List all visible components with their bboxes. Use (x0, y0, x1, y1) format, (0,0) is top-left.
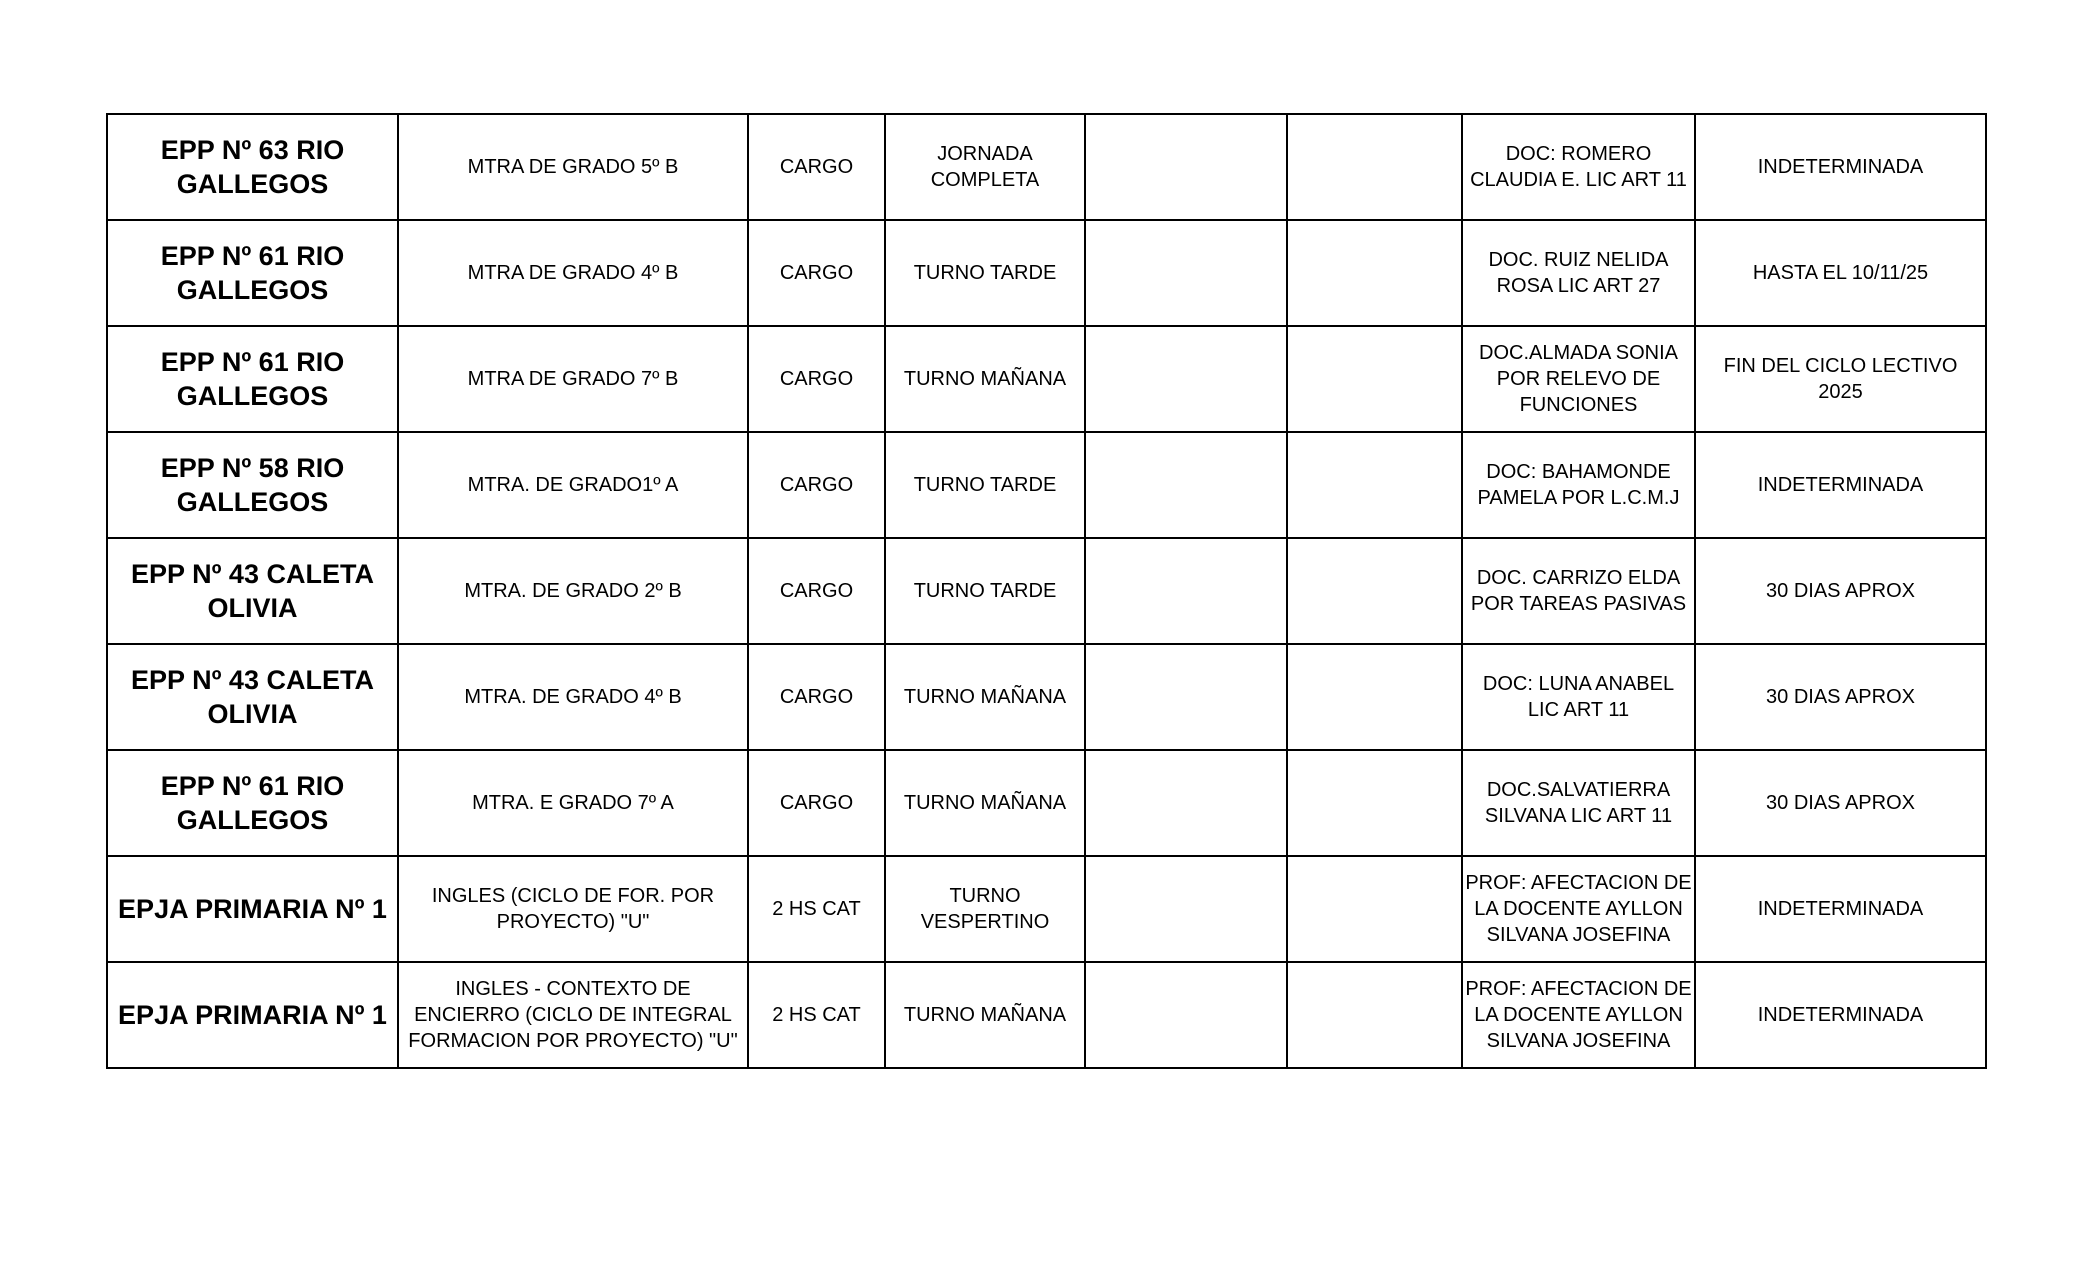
duration-cell: INDETERMINADA (1695, 114, 1986, 220)
empty-cell (1085, 220, 1287, 326)
table-row (107, 538, 1986, 644)
empty-cell (1085, 750, 1287, 856)
empty-cell (1287, 326, 1462, 432)
empty-cell (1085, 326, 1287, 432)
empty-cell (1085, 114, 1287, 220)
replacement-cell: DOC. RUIZ NELIDA ROSA LIC ART 27 (1462, 220, 1695, 326)
empty-cell (1085, 538, 1287, 644)
type-cell: 2 HS CAT (748, 856, 885, 962)
position-cell: MTRA DE GRADO 5º B (398, 114, 748, 220)
type-cell: CARGO (748, 432, 885, 538)
type-cell: CARGO (748, 538, 885, 644)
table-row (107, 326, 1986, 432)
shift-cell: TURNO TARDE (885, 220, 1085, 326)
table-body (107, 114, 1986, 1068)
replacement-cell: DOC: BAHAMONDE PAMELA POR L.C.M.J (1462, 432, 1695, 538)
empty-cell (1287, 962, 1462, 1068)
replacement-cell: DOC.SALVATIERRA SILVANA LIC ART 11 (1462, 750, 1695, 856)
replacement-cell: PROF: AFECTACION DE LA DOCENTE AYLLON SILVANA JOSEFINA (1462, 856, 1695, 962)
duration-cell: INDETERMINADA (1695, 856, 1986, 962)
school-cell: EPP Nº 61 RIO GALLEGOS (107, 326, 398, 432)
shift-cell: JORNADA COMPLETA (885, 114, 1085, 220)
school-cell: EPP Nº 61 RIO GALLEGOS (107, 220, 398, 326)
table-row (107, 962, 1986, 1068)
school-cell: EPP Nº 63 RIO GALLEGOS (107, 114, 398, 220)
shift-cell: TURNO MAÑANA (885, 750, 1085, 856)
empty-cell (1085, 962, 1287, 1068)
position-cell: INGLES (CICLO DE FOR. POR PROYECTO) "U" (398, 856, 748, 962)
duration-cell: 30 DIAS APROX (1695, 538, 1986, 644)
table-row (107, 432, 1986, 538)
empty-cell (1287, 538, 1462, 644)
position-cell: MTRA DE GRADO 4º B (398, 220, 748, 326)
table-row (107, 220, 1986, 326)
table-row (107, 644, 1986, 750)
position-cell: MTRA. DE GRADO 4º B (398, 644, 748, 750)
school-cell: EPP Nº 61 RIO GALLEGOS (107, 750, 398, 856)
empty-cell (1085, 644, 1287, 750)
position-cell: INGLES - CONTEXTO DE ENCIERRO (CICLO DE INTEGRAL FORMACION POR PROYECTO) "U" (398, 962, 748, 1068)
duration-cell: 30 DIAS APROX (1695, 644, 1986, 750)
duration-cell: FIN DEL CICLO LECTIVO 2025 (1695, 326, 1986, 432)
shift-cell: TURNO MAÑANA (885, 326, 1085, 432)
type-cell: CARGO (748, 644, 885, 750)
replacement-cell: DOC: ROMERO CLAUDIA E. LIC ART 11 (1462, 114, 1695, 220)
table-row (107, 750, 1986, 856)
empty-cell (1287, 644, 1462, 750)
type-cell: CARGO (748, 326, 885, 432)
shift-cell: TURNO MAÑANA (885, 644, 1085, 750)
empty-cell (1287, 114, 1462, 220)
type-cell: CARGO (748, 220, 885, 326)
empty-cell (1085, 856, 1287, 962)
type-cell: CARGO (748, 750, 885, 856)
position-cell: MTRA. E GRADO 7º A (398, 750, 748, 856)
table-row (107, 114, 1986, 220)
empty-cell (1287, 856, 1462, 962)
vacancies-table (106, 113, 1987, 1069)
empty-cell (1287, 220, 1462, 326)
position-cell: MTRA. DE GRADO1º A (398, 432, 748, 538)
position-cell: MTRA DE GRADO 7º B (398, 326, 748, 432)
replacement-cell: DOC.ALMADA SONIA POR RELEVO DE FUNCIONES (1462, 326, 1695, 432)
replacement-cell: DOC: LUNA ANABEL LIC ART 11 (1462, 644, 1695, 750)
school-cell: EPP Nº 43 CALETA OLIVIA (107, 538, 398, 644)
shift-cell: TURNO MAÑANA (885, 962, 1085, 1068)
type-cell: CARGO (748, 114, 885, 220)
empty-cell (1085, 432, 1287, 538)
duration-cell: 30 DIAS APROX (1695, 750, 1986, 856)
replacement-cell: PROF: AFECTACION DE LA DOCENTE AYLLON SILVANA JOSEFINA (1462, 962, 1695, 1068)
school-cell: EPJA PRIMARIA Nº 1 (107, 856, 398, 962)
duration-cell: INDETERMINADA (1695, 432, 1986, 538)
position-cell: MTRA. DE GRADO 2º B (398, 538, 748, 644)
school-cell: EPP Nº 58 RIO GALLEGOS (107, 432, 398, 538)
shift-cell: TURNO TARDE (885, 538, 1085, 644)
duration-cell: INDETERMINADA (1695, 962, 1986, 1068)
shift-cell: TURNO VESPERTINO (885, 856, 1085, 962)
shift-cell: TURNO TARDE (885, 432, 1085, 538)
table-row (107, 856, 1986, 962)
empty-cell (1287, 750, 1462, 856)
type-cell: 2 HS CAT (748, 962, 885, 1068)
school-cell: EPP Nº 43 CALETA OLIVIA (107, 644, 398, 750)
school-cell: EPJA PRIMARIA Nº 1 (107, 962, 398, 1068)
empty-cell (1287, 432, 1462, 538)
duration-cell: HASTA EL 10/11/25 (1695, 220, 1986, 326)
replacement-cell: DOC. CARRIZO ELDA POR TAREAS PASIVAS (1462, 538, 1695, 644)
